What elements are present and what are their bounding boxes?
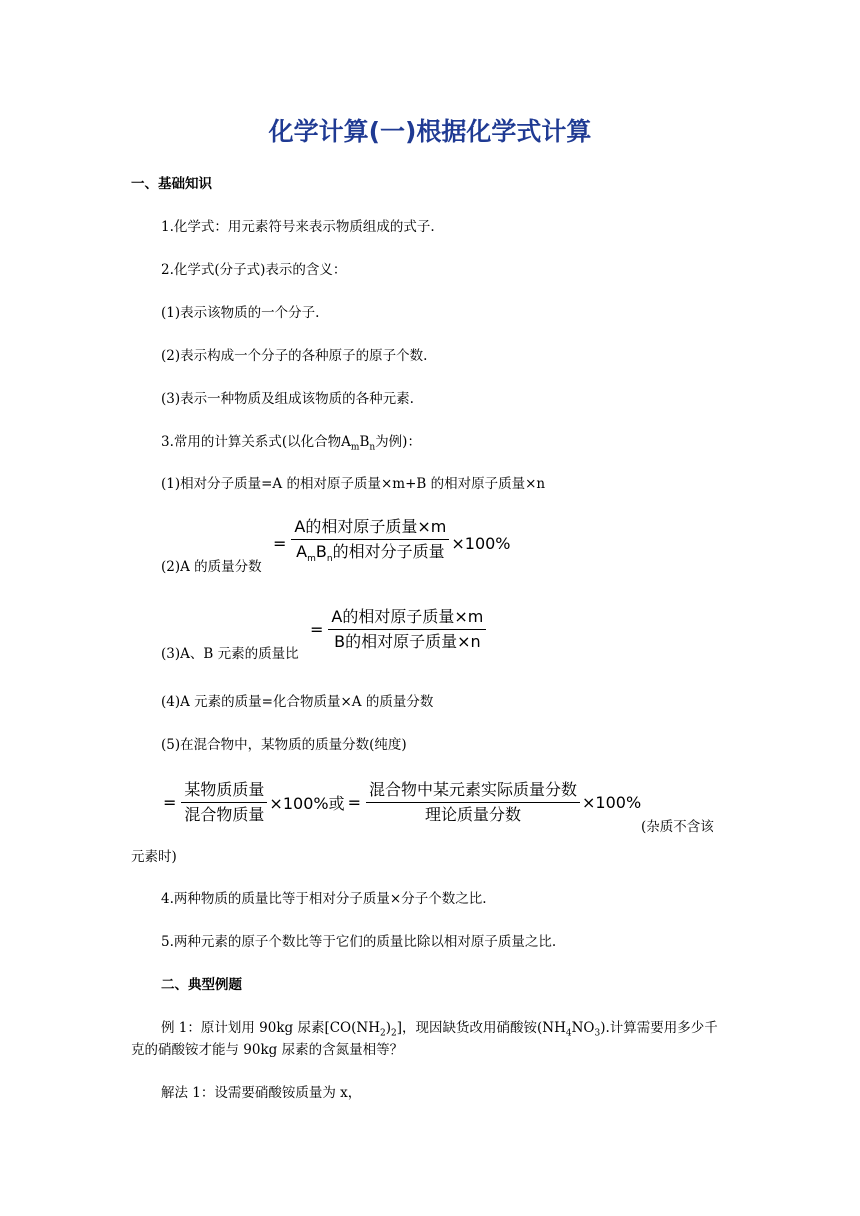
equals-sign: =: [273, 533, 287, 553]
section-heading-basics: 一、基础知识: [131, 176, 212, 192]
ex1-text-e: ).计算需要用多少千: [600, 1020, 718, 1036]
formula-B: B: [359, 434, 370, 450]
ex1-sub-1: 2: [379, 1028, 386, 1039]
denominator: 理论质量分数: [424, 805, 521, 824]
equals-sign: =: [310, 620, 324, 639]
paragraph-2: 2.化学式(分子式)表示的含义：: [161, 262, 347, 278]
formula-5-note-cont: 元素时): [131, 849, 177, 865]
solution-1: 解法 1：设需要硝酸铵质量为 x，: [161, 1085, 362, 1101]
paragraph-5: 5.两种元素的原子个数比等于它们的质量比除以相对原子质量之比.: [161, 934, 557, 950]
example-1-line-1: [161, 1016, 718, 1039]
fraction: [291, 517, 449, 569]
formula-2-expression: [270, 517, 511, 569]
fraction-1: [181, 780, 267, 825]
den-rest: 的相对分子质量: [332, 542, 445, 561]
equals-sign: =: [347, 793, 361, 812]
denominator: [293, 540, 447, 569]
den-sub-n: n: [326, 554, 333, 565]
formula-3-label: (3)A、B 元素的质量比: [161, 646, 299, 662]
ex1-text-b: ): [385, 1020, 391, 1036]
denominator: 混合物质量: [184, 805, 265, 824]
den-B: B: [315, 542, 327, 561]
example-1-line-2: 克的硝酸铵才能与 90kg 尿素的含氮量相等？: [131, 1042, 404, 1058]
equals-sign: =: [163, 793, 177, 812]
fraction: [328, 607, 486, 652]
formula-4: (4)A 元素的质量=化合物质量×A 的质量分数: [161, 694, 434, 710]
ex1-sub-4: 3: [594, 1028, 601, 1039]
ex1-text-a: 例 1：原计划用 90kg 尿素[CO(NH: [161, 1020, 380, 1036]
ex1-text-d: NO: [571, 1020, 595, 1036]
paragraph-1: 1.化学式：用元素符号来表示物质组成的式子.: [161, 219, 435, 235]
paragraph-2b: (2)表示构成一个分子的各种原子的原子个数.: [161, 348, 428, 364]
percent-factor: ×100%: [451, 533, 511, 553]
formula-A: A: [341, 434, 351, 450]
formula-2-label: (2)A 的质量分数: [161, 559, 262, 575]
percent-or: ×100%或: [269, 794, 345, 813]
den-sub-m: m: [307, 554, 316, 565]
formula-1: (1)相对分子质量=A 的相对原子质量×m+B 的相对原子质量×n: [161, 476, 546, 492]
paragraph-3-prefix: 3.常用的计算关系式(以化合物: [161, 434, 342, 450]
paragraph-4: 4.两种物质的质量比等于相对分子质量×分子个数之比.: [161, 891, 487, 907]
paragraph-2a: (1)表示该物质的一个分子.: [161, 305, 320, 321]
page-title: 化学计算(一)根据化学式计算: [268, 117, 592, 146]
formula-5-expression: [160, 780, 641, 825]
section-heading-examples: 二、典型例题: [161, 977, 242, 993]
paragraph-3: [161, 430, 421, 453]
ex1-sub-3: 4: [565, 1028, 572, 1039]
fraction-2: [366, 780, 580, 825]
subscript-n: n: [369, 442, 376, 453]
numerator: 混合物中某元素实际质量分数: [366, 780, 580, 803]
percent-factor: ×100%: [582, 793, 642, 812]
denominator: B的相对原子质量×n: [334, 632, 481, 651]
numerator: 某物质质量: [181, 780, 267, 803]
formula-5-note: (杂质不含该: [641, 819, 714, 835]
formula-3-expression: [307, 607, 488, 652]
ex1-sub-2: 2: [391, 1028, 397, 1039]
den-A: A: [296, 542, 308, 561]
numerator: A的相对原子质量×m: [291, 517, 449, 540]
paragraph-2c: (3)表示一种物质及组成该物质的各种元素.: [161, 391, 414, 407]
paragraph-3-suffix: 为例)：: [375, 434, 421, 450]
formula-5: (5)在混合物中，某物质的质量分数(纯度): [161, 737, 407, 753]
subscript-m: m: [350, 442, 360, 453]
ex1-text-c: ]，现因缺货改用硝酸铵(NH: [396, 1020, 566, 1036]
numerator: A的相对原子质量×m: [328, 607, 486, 630]
